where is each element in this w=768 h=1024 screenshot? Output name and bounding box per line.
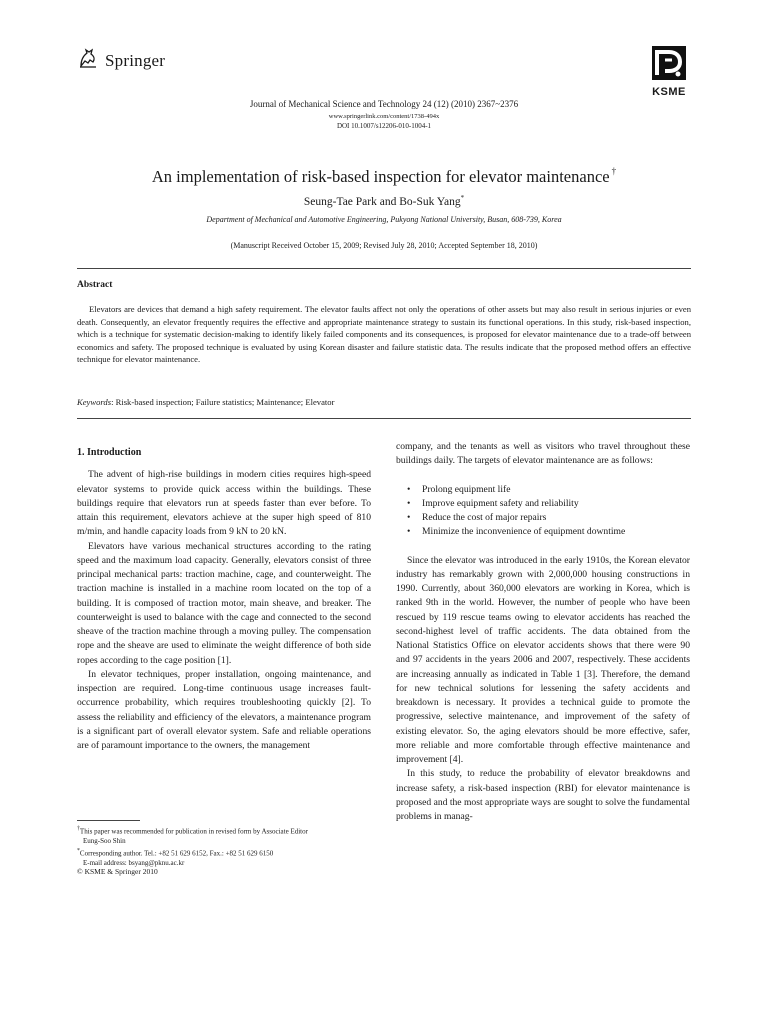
authors bbox=[0, 194, 768, 208]
footnote bbox=[77, 847, 371, 859]
section-heading: 1. Introduction bbox=[77, 447, 142, 458]
author-footnote-mark: * bbox=[460, 194, 465, 202]
ksme-logo bbox=[646, 46, 692, 98]
footnote-continuation: Eung-Soo Shin bbox=[83, 837, 126, 846]
journal-url[interactable]: www.springerlink.com/content/1738-494x bbox=[328, 113, 440, 120]
footnote-mark: * bbox=[77, 847, 80, 854]
doi: DOI 10.1007/s12206-010-1004-1 bbox=[336, 122, 432, 130]
springer-horse-icon bbox=[77, 47, 99, 74]
publisher-name: Springer bbox=[105, 50, 166, 70]
keywords-label: Keywords bbox=[77, 397, 112, 407]
paragraph: company, and the tenants as well as visitors who travel throughout these buildings daily. The targets of elevator maintenance are as follows: bbox=[396, 441, 690, 467]
footnote bbox=[77, 825, 371, 837]
footnote-text: Corresponding author. Tel.: +82 51 629 6152, Fax.: +82 51 629 6150 bbox=[79, 849, 274, 858]
ksme-logo-icon bbox=[652, 46, 686, 85]
bullet-icon: • bbox=[407, 526, 411, 538]
list-item bbox=[407, 483, 690, 497]
affiliation: Department of Mechanical and Automotive Engineering, Pukyong National University, Busan, 608-739, Korea bbox=[206, 215, 562, 224]
right-column bbox=[396, 440, 690, 824]
abstract-text: Elevators are devices that demand a high safety requirement. The elevator faults affect not only the operations of other assets but may also result in serious injuries or even death. Consequently, an elevator frequently requires the effective and appropriate maintenance strategy to sustain its functional operations. In this study, risk-based inspection, which is a technique for systematic decision-making to identify likely failed components and its consequences, is proposed for elevator maintenance due to a trade-off between economics and safety. The proposed technique is evaluated by using Korean disaster and failure statistic data. The results indicate that the proposed method offers an effective technique for elevator maintenance. bbox=[77, 304, 691, 365]
copyright: © KSME & Springer 2010 bbox=[77, 867, 158, 876]
bullet-icon: • bbox=[407, 497, 411, 509]
corresponding-email: E-mail address: bsyang@pknu.ac.kr bbox=[83, 859, 185, 868]
list-item bbox=[407, 511, 690, 525]
paragraph: The advent of high-rise buildings in modern cities requires high-speed elevator systems to provide quick access within the buildings. These buildings require that elevators run at speeds faster than ever before. To attain this requirement, elevators achieve at the super high speed of 810 m/min, and handle capacity loads from 9 kN to 20 kN. bbox=[77, 469, 371, 538]
list-item-text: Prolong equipment life bbox=[422, 483, 511, 495]
maintenance-targets-list bbox=[396, 483, 690, 540]
title-footnote-mark: † bbox=[611, 166, 617, 176]
footnotes bbox=[77, 825, 371, 869]
manuscript-dates: (Manuscript Received October 15, 2009; Revised July 28, 2010; Accepted September 18, 2010) bbox=[230, 241, 538, 250]
paragraph: In this study, to reduce the probability of elevator breakdowns and increase safety, a risk-based inspection (RBI) for elevator maintenance is proposed and the most appropriate ways are sought to solve the fundamental problems in manag- bbox=[396, 768, 690, 822]
springer-logo bbox=[77, 47, 165, 74]
bullet-icon: • bbox=[407, 512, 411, 523]
paper-title bbox=[0, 166, 768, 187]
abstract-divider bbox=[77, 418, 691, 419]
ksme-label: KSME bbox=[652, 86, 686, 98]
list-item bbox=[407, 525, 690, 539]
authors-text: Seung-Tae Park and Bo-Suk Yang bbox=[303, 196, 461, 208]
bullet-icon: • bbox=[407, 483, 411, 495]
list-item-text: Improve equipment safety and reliability bbox=[422, 497, 579, 509]
list-item-text: Minimize the inconvenience of equipment downtime bbox=[422, 526, 626, 538]
paragraph: Elevators have various mechanical structures according to the rating speed and the maximum load capacity. Generally, elevators consist of three principal mechanical parts: traction machine, cage, and counterweight. The traction machine is installed in a machine room located on the top of a building. It is composed of traction motor, main sheave, and breaker. The counterweight is used to balance with the cage and connected to the second sheave of the traction machine through a moving pulley. The compensation rope and the sheave are used to eliminate the weight difference of both side ropes according to the cage position [1]. bbox=[77, 540, 371, 666]
footnote-mark: † bbox=[77, 826, 80, 832]
paragraph: In elevator techniques, proper installation, ongoing maintenance, and inspection are required. Long-time continuous usage increases fault-occurrence probability, which requires troubleshooting quickly [2]. To assess the reliability and efficiency of the elevators, a maintenance program is a significant part of overall elevator system. Safe and reliable operations are of paramount importance to the owners, the management bbox=[77, 668, 371, 751]
keywords-text: : Risk-based inspection; Failure statistics; Maintenance; Elevator bbox=[111, 397, 335, 407]
journal-citation: Journal of Mechanical Science and Technology 24 (12) (2010) 2367~2376 bbox=[249, 99, 519, 109]
paper-title-text: An implementation of risk-based inspection for elevator maintenance bbox=[151, 167, 610, 186]
header-divider bbox=[77, 268, 691, 269]
left-column bbox=[77, 440, 371, 753]
list-item-text: Reduce the cost of major repairs bbox=[422, 512, 547, 523]
keywords bbox=[77, 397, 691, 407]
footnote-divider bbox=[77, 820, 140, 821]
footnote-text: This paper was recommended for publication in revised form by Associate Editor bbox=[79, 827, 308, 836]
list-item bbox=[407, 497, 690, 511]
paragraph: Since the elevator was introduced in the early 1910s, the Korean elevator industry has remarkably grown with 2,000,000 housing constructions in 1990. Currently, about 360,000 elevators are working in Korea, which is ranked 9th in the world. However, the number of people who have been rescued by 119 rescue teams owing to elevator accidents has reached the second-highest level of traffic accidents. The data obtained from the National Statistics Office on elevator accidents shows that there were 90 and 97 accidents in the years 2006 and 2007, respectively. These accidents are increasing annually as indicated in Table 1 [3]. Therefore, the demand for new technical solutions for lessening the safety accidents and breakdown is necessary. It provides a technical guide to promote the progressive, selective maintenance, and improvement of the safety of existing elevator. So, the aging elevators should be more effective, safer, more reliable and more comfortable through effective maintenance and improvement [4]. bbox=[396, 554, 690, 765]
abstract-heading: Abstract bbox=[77, 280, 113, 290]
